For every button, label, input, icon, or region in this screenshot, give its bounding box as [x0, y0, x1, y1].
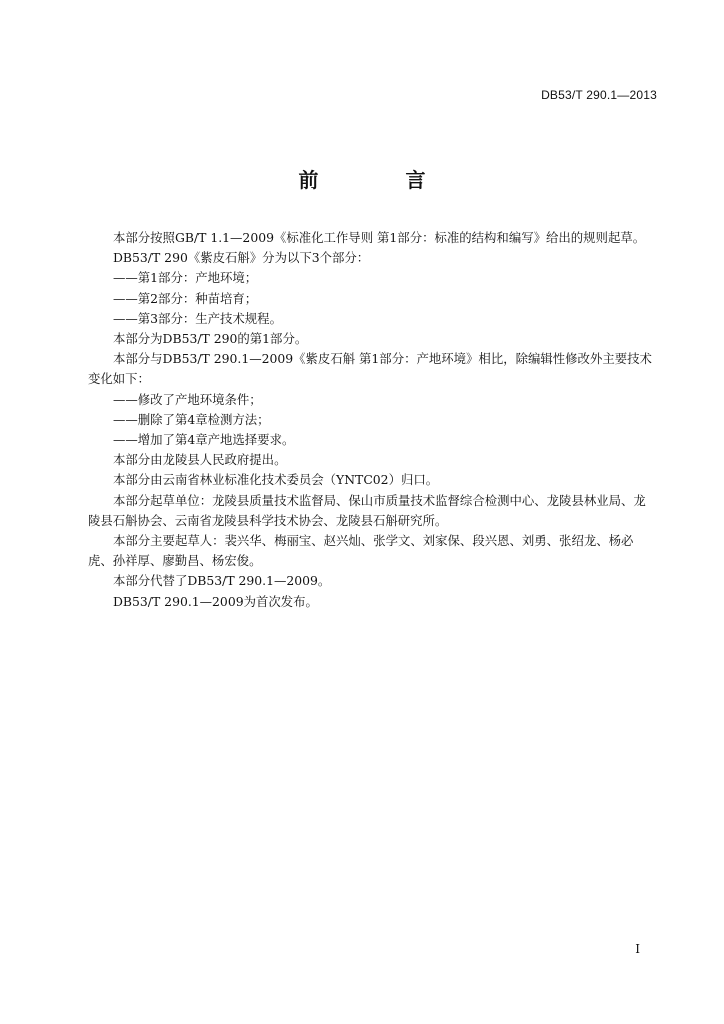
paragraph-committee: 本部分由云南省林业标准化技术委员会（YNTC02）归口。: [113, 472, 439, 488]
paragraph-first-release: DB53/T 290.1—2009为首次发布。: [113, 593, 318, 609]
list-item-part-2: ——第2部分：种苗培育；: [113, 290, 258, 306]
list-item-change-1: ——修改了产地环境条件；: [113, 391, 262, 407]
paragraph-replaces: 本部分代替了DB53/T 290.1—2009。: [113, 573, 331, 589]
list-item-change-3: ——增加了第4章产地选择要求。: [113, 432, 295, 448]
paragraph-drafting-units: 本部分起草单位：龙陵县质量技术监督局、保山市质量技术监督综合检测中心、龙陵县林业局、龙陵县石斛协会、云南省龙陵县科学技术协会、龙陵县石斛研究所。: [88, 492, 646, 528]
page-number: I: [635, 942, 640, 956]
paragraph-parts-intro: DB53/T 290《紫皮石斛》分为以下3个部分：: [113, 250, 370, 266]
list-item-change-2: ——删除了第4章检测方法；: [113, 411, 270, 427]
paragraph-proposer: 本部分由龙陵县人民政府提出。: [113, 452, 287, 468]
paragraph-drafters: 本部分主要起草人：裴兴华、梅丽宝、赵兴灿、张学文、刘家保、段兴恩、刘勇、张绍龙、杨必虎、孙祥厚、廖勤昌、杨宏俊。: [88, 533, 634, 569]
list-item-part-3: ——第3部分：生产技术规程。: [113, 310, 282, 326]
paragraph-drafting-rules: 本部分按照GB/T 1.1—2009《标准化工作导则 第1部分：标准的结构和编写》给出的规则起草。: [113, 230, 646, 245]
paragraph-this-part: 本部分为DB53/T 290的第1部分。: [113, 331, 308, 347]
foreword-body: [88, 228, 656, 612]
list-item-part-1: ——第1部分：产地环境；: [113, 270, 258, 286]
standard-code: DB53/T 290.1—2013: [541, 88, 657, 102]
paragraph-changes-intro: 本部分与DB53/T 290.1—2009《紫皮石斛 第1部分：产地环境》相比，除编辑性修改外主要技术变化如下：: [88, 351, 652, 387]
page-title: 前 言: [298, 168, 466, 192]
